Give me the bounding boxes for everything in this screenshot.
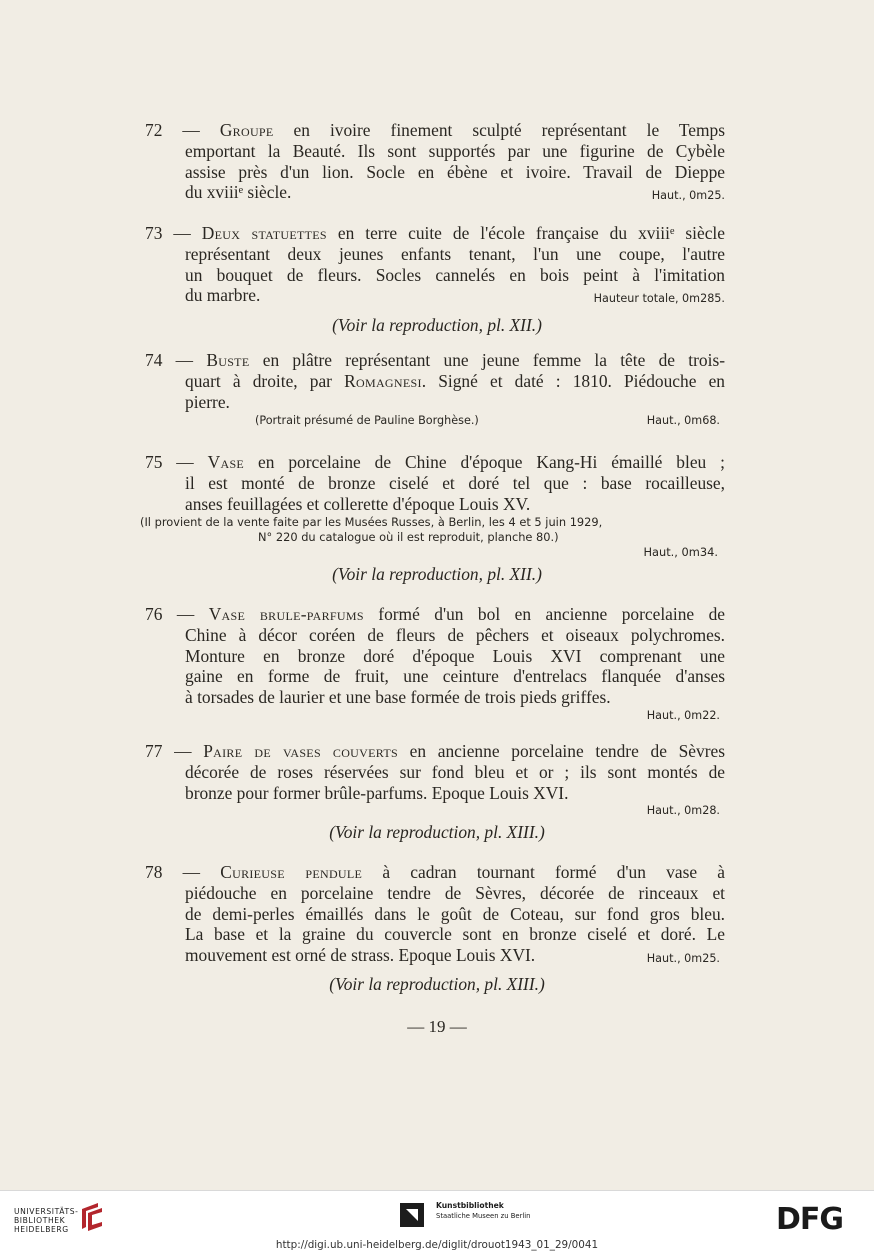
entry-title: Vase brule-parfums (208, 604, 364, 624)
artist-name: Romagnesi (344, 370, 422, 391)
entry-78: 78 — Curieuse pendule à cadran tournant formé d'un vase à piédouche en porcelaine tendre de Sèvres, décorée de rinceaux et de demi-perles émaillés dans le goût de Coteau, sur fond gros bleu. La base et la graine du couvercle sont en bronze ciselé et doré. Le mouvement est orné de strass. Epoque Louis XVI. Haut., 0m25. (145, 862, 725, 970)
entry-number: 78 — (145, 862, 221, 882)
entry-number: 73 — (145, 223, 202, 243)
university-logo-icon (80, 1203, 104, 1231)
dimension: Haut., 0m25. (651, 189, 725, 203)
entry-number: 74 — (145, 350, 207, 370)
kunstbibliothek-label[interactable]: Kunstbibliothek Staatliche Museen zu Berlin (436, 1201, 531, 1220)
entry-number: 76 — (145, 604, 209, 624)
dimension: Haut., 0m22. (646, 708, 720, 722)
dimension: Haut., 0m28. (646, 804, 720, 818)
entry-title: Paire de vases couverts (203, 741, 398, 761)
entry-title: Deux statuettes (201, 223, 327, 243)
dfg-logo[interactable]: DFG (776, 1202, 844, 1237)
entry-74: 74 — Buste en plâtre représentant une jeune femme la tête de trois- quart à droite, par Romagnesi. Signé et daté : 1810. Piédouche en pierre. (Portrait présumé de Pauline Borghèse.) Haut., 0m68. (145, 350, 726, 428)
dimension: Haut., 0m68. (646, 414, 720, 428)
entry-title: Curieuse pendule (220, 862, 363, 882)
note: (Portrait présumé de Pauline Borghèse.) (255, 414, 479, 428)
entry-number: 77 — (145, 741, 204, 761)
entry-title: Groupe (219, 120, 274, 140)
provenance-note: (Il provient de la vente faite par les Musées Russes, à Berlin, les 4 et 5 juin 1929, N° 220 du catalogue où il est reproduit, planche 80.) Haut., 0m34. (140, 515, 730, 560)
university-library-name[interactable]: UNIVERSITÄTS- BIBLIOTHEK HEIDELBERG (14, 1207, 79, 1234)
page-number: — 19 — (407, 1017, 467, 1036)
digitization-footer (0, 1190, 874, 1240)
entry-number: 72 — (145, 120, 220, 140)
entry-title: Vase (207, 452, 245, 472)
reproduction-reference: (Voir la reproduction, pl. XIII.) (329, 822, 545, 842)
entry-number: 75 — (145, 452, 208, 472)
entry-75: 75 — Vase en porcelaine de Chine d'époque Kang-Hi émaillé bleu ; il est monté de bronze ciselé et doré tel que : base rocailleuse, anses feuillagées et collerette d'époque Louis XV. (145, 452, 725, 514)
entry-title: Buste (206, 350, 250, 370)
kunstbibliothek-logo-icon (398, 1201, 428, 1231)
permalink-url[interactable]: http://digi.ub.uni-heidelberg.de/diglit/drouot1943_01_29/0041 (275, 1239, 599, 1251)
reproduction-reference: (Voir la reproduction, pl. XIII.) (329, 974, 545, 994)
dimension: Haut., 0m25. (646, 952, 720, 966)
reproduction-reference: (Voir la reproduction, pl. XII.) (332, 564, 542, 584)
entry-72: 72 — Groupe en ivoire finement sculpté représentant le Temps emportant la Beauté. Ils sont supportés par une figurine de Cybèle assise près d'un lion. Socle en ébène et ivoire. Travail de Dieppe du xviiiᵉ siècle. Haut., 0m25. (145, 120, 725, 207)
entry-77: 77 — Paire de vases couverts en ancienne porcelaine tendre de Sèvres décorée de roses réservées sur fond bleu et or ; ils sont montés de bronze pour former brûle-parfums. Epoque Louis XVI. Haut., 0m28. (145, 741, 725, 818)
dimension: Hauteur totale, 0m285. (593, 292, 725, 306)
dimension: Haut., 0m34. (643, 545, 718, 559)
entry-73: 73 — Deux statuettes en terre cuite de l'école française du xviiiᵉ siècle représentant deux jeunes enfants tenant, l'un une coupe, l'autre un bouquet de fleurs. Socles cannelés en bois peint à l'imitation du marbre. Hauteur totale, 0m285. (145, 223, 725, 310)
entry-76: 76 — Vase brule-parfums formé d'un bol en ancienne porcelaine de Chine à décor coréen de fleurs de pêchers et oiseaux polychromes. Monture en bronze doré d'époque Louis XVI comprenant une gaine en forme de fruit, une ceinture d'entrelacs flanquée d'anses à torsades de laurier et une base formée de trois pieds griffes. Haut., 0m22. (145, 604, 725, 722)
reproduction-reference: (Voir la reproduction, pl. XII.) (332, 315, 542, 335)
